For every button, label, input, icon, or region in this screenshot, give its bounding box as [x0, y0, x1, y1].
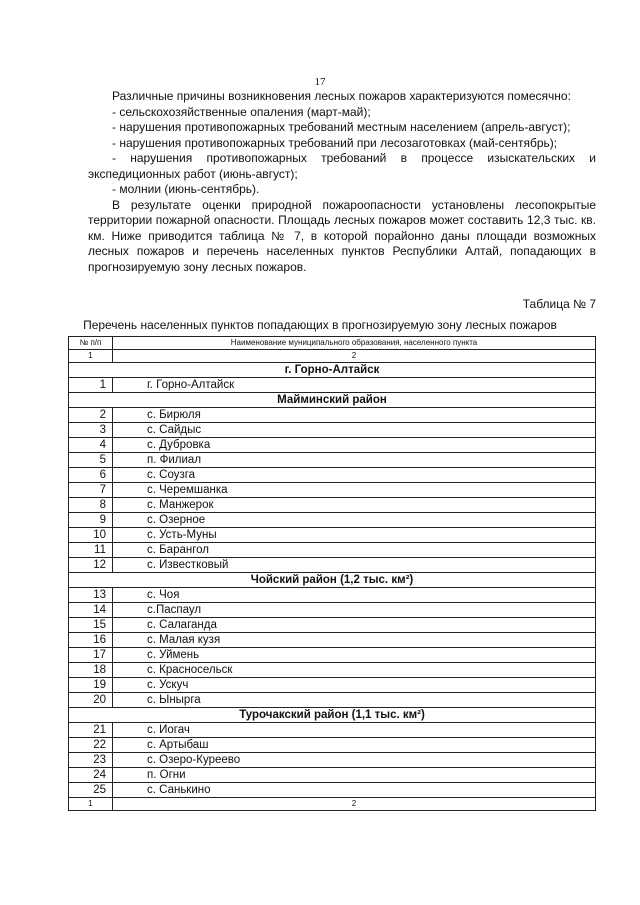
- paragraph: В результате оценки природной пожароопасности установлены лесопокрытые территории пожарной опасности. Площадь лесных пожаров может составить 12,3 тыс. кв. км. Ниже приводится таблица № 7, в которой порайонно даны площади возможных лесных пожаров и перечень населенных пунктов Республики Алтай, попадающих в прогнозируемую зону лесных пожаров.: [88, 197, 596, 274]
- row-number: 3: [69, 423, 113, 438]
- list-item: - нарушения противопожарных требований местным населением (апрель-август);: [112, 120, 571, 134]
- table-row: [69, 483, 596, 498]
- table-row: [69, 603, 596, 618]
- table-row: [69, 468, 596, 483]
- section-title: Турочакский район (1,1 тыс. км²): [69, 708, 596, 723]
- table-row: [69, 408, 596, 423]
- row-number: 2: [69, 408, 113, 423]
- row-number: 7: [69, 483, 113, 498]
- body-text: [88, 89, 596, 275]
- settlement-name: с. Усть-Муны: [113, 528, 596, 543]
- row-number: 15: [69, 618, 113, 633]
- settlement-name: с. Сайдыс: [113, 423, 596, 438]
- table-row: [69, 753, 596, 768]
- row-number: 13: [69, 588, 113, 603]
- row-number: 1: [69, 378, 113, 393]
- table-row: [69, 498, 596, 513]
- table-row: [69, 723, 596, 738]
- table-row: [69, 633, 596, 648]
- row-number: 11: [69, 543, 113, 558]
- section-title: Чойский район (1,2 тыс. км²): [69, 573, 596, 588]
- header-name: Наименование муниципального образования, населенного пункта: [113, 337, 596, 350]
- table-row: [69, 588, 596, 603]
- table-row: [69, 513, 596, 528]
- section-row: [69, 393, 596, 408]
- table-row: [69, 783, 596, 798]
- footer-numbering-col1: 1: [69, 798, 113, 811]
- list-item: - нарушения противопожарных требований при лесозаготовках (май-сентябрь);: [112, 135, 558, 150]
- settlement-name: с. Артыбаш: [113, 738, 596, 753]
- paragraph: Различные причины возникновения лесных пожаров характеризуются помесячно:: [112, 89, 571, 103]
- settlement-name: с.Паспаул: [113, 603, 596, 618]
- page-number: 17: [314, 76, 326, 88]
- table-row: [69, 618, 596, 633]
- section-row: [69, 573, 596, 588]
- table-row: [69, 423, 596, 438]
- footer-numbering-col2: 2: [113, 798, 596, 811]
- row-number: 18: [69, 663, 113, 678]
- row-number: 10: [69, 528, 113, 543]
- settlements-table: [68, 336, 596, 811]
- row-number: 6: [69, 468, 113, 483]
- settlement-name: с. Манжерок: [113, 498, 596, 513]
- settlement-name: с. Соузга: [113, 468, 596, 483]
- numbering-col1: 1: [69, 350, 113, 363]
- settlement-name: с. Бирюля: [113, 408, 596, 423]
- row-number: 22: [69, 738, 113, 753]
- settlement-name: с. Ынырга: [113, 693, 596, 708]
- row-number: 12: [69, 558, 113, 573]
- table-row: [69, 438, 596, 453]
- table-row: [69, 453, 596, 468]
- table-row: [69, 528, 596, 543]
- section-title: г. Горно-Алтайск: [69, 363, 596, 378]
- settlement-name: с. Озеро-Куреево: [113, 753, 596, 768]
- table-title: Перечень населенных пунктов попадающих в прогнозируемую зону лесных пожаров: [83, 318, 557, 332]
- settlement-name: с. Уймень: [113, 648, 596, 663]
- section-title: Майминский район: [69, 393, 596, 408]
- settlement-name: с. Ускуч: [113, 678, 596, 693]
- settlement-name: с. Малая кузя: [113, 633, 596, 648]
- row-number: 4: [69, 438, 113, 453]
- table-row: [69, 648, 596, 663]
- settlement-name: с. Известковый: [113, 558, 596, 573]
- settlement-name: с. Красносельск: [113, 663, 596, 678]
- row-number: 19: [69, 678, 113, 693]
- settlement-name: с. Иогач: [113, 723, 596, 738]
- settlement-name: с. Санькино: [113, 783, 596, 798]
- table-header-row: [69, 337, 596, 350]
- row-number: 5: [69, 453, 113, 468]
- table-body: [69, 337, 596, 811]
- table-row: [69, 768, 596, 783]
- row-number: 9: [69, 513, 113, 528]
- table-row: [69, 663, 596, 678]
- list-item: - молнии (июнь-сентябрь).: [112, 182, 260, 196]
- settlement-name: с. Чоя: [113, 588, 596, 603]
- row-number: 14: [69, 603, 113, 618]
- settlement-name: с. Озерное: [113, 513, 596, 528]
- table-row: [69, 693, 596, 708]
- row-number: 8: [69, 498, 113, 513]
- table-numbering-row: [69, 350, 596, 363]
- header-number: № п/п: [69, 337, 113, 350]
- row-number: 17: [69, 648, 113, 663]
- table-row: [69, 738, 596, 753]
- row-number: 16: [69, 633, 113, 648]
- table-row: [69, 543, 596, 558]
- settlement-name: с. Черемшанка: [113, 483, 596, 498]
- row-number: 25: [69, 783, 113, 798]
- list-item: - сельскохозяйственные опаления (март-май);: [112, 104, 371, 119]
- table-row: [69, 678, 596, 693]
- table-row: [69, 558, 596, 573]
- settlement-name: г. Горно-Алтайск: [113, 378, 596, 393]
- table-footer-numbering-row: [69, 798, 596, 811]
- settlement-name: с. Салаганда: [113, 618, 596, 633]
- row-number: 20: [69, 693, 113, 708]
- settlement-name: с. Дубровка: [113, 438, 596, 453]
- section-row: [69, 708, 596, 723]
- row-number: 21: [69, 723, 113, 738]
- settlement-name: п. Огни: [113, 768, 596, 783]
- row-number: 24: [69, 768, 113, 783]
- numbering-col2: 2: [113, 350, 596, 363]
- table-caption: Таблица № 7: [522, 297, 596, 311]
- settlement-name: п. Филиал: [113, 453, 596, 468]
- list-item: - нарушения противопожарных требований в процессе изыскательских и экспедиционных работ (июнь-август);: [88, 151, 596, 181]
- section-row: [69, 363, 596, 378]
- row-number: 23: [69, 753, 113, 768]
- table-row: [69, 378, 596, 393]
- settlement-name: с. Барангол: [113, 543, 596, 558]
